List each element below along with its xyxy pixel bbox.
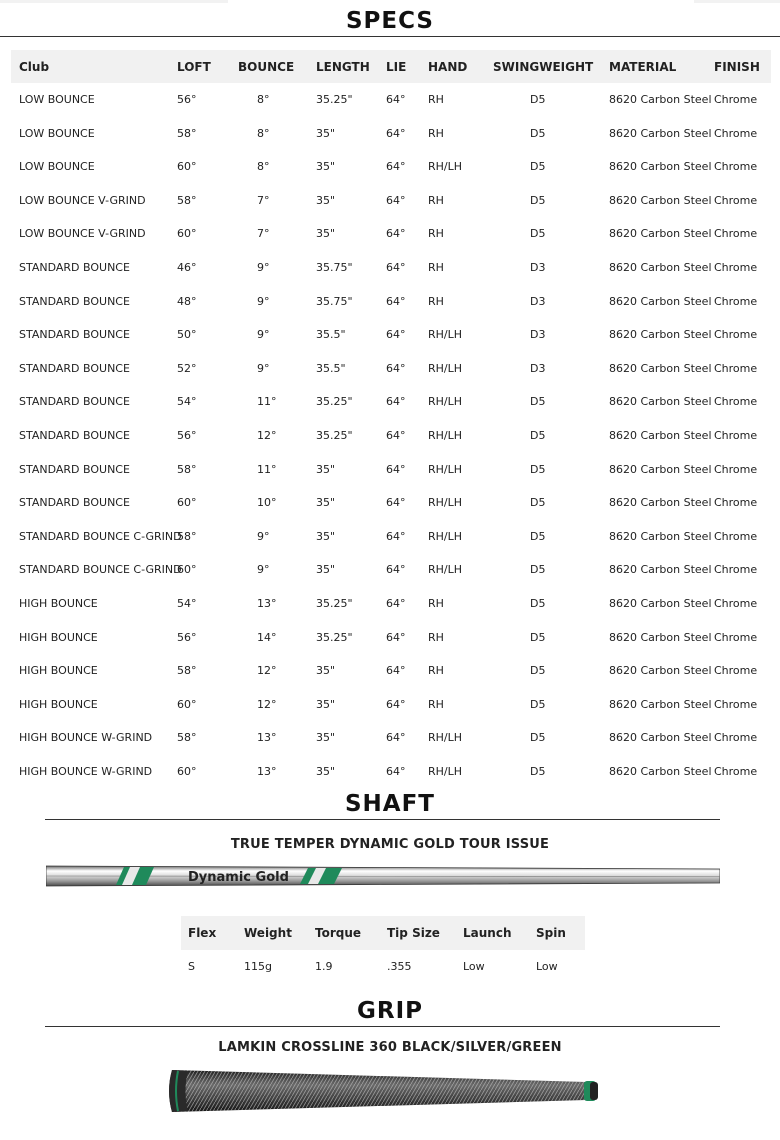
cell-length: 35"	[316, 529, 336, 543]
cell-loft: 58°	[177, 462, 197, 476]
cell-bounce: 8°	[257, 160, 270, 174]
cell-loft: 48°	[177, 294, 197, 308]
cell-length: 35"	[316, 731, 336, 745]
shaft-header-launch: Launch	[463, 926, 512, 940]
cell-hand: RH/LH	[428, 462, 463, 476]
cell-bounce: 9°	[257, 328, 270, 342]
cell-finish: Chrome	[714, 193, 758, 207]
cell-club: HIGH BOUNCE	[19, 697, 98, 711]
cell-material: 8620 Carbon Steel	[609, 227, 712, 241]
cell-club: LOW BOUNCE	[19, 160, 95, 174]
cell-length: 35.25"	[316, 597, 353, 610]
cell-bounce: 8°	[257, 93, 270, 106]
cell-length: 35"	[316, 126, 336, 140]
specs-header-hand: HAND	[428, 60, 468, 74]
cell-material: 8620 Carbon Steel	[609, 630, 712, 644]
cell-material: 8620 Carbon Steel	[609, 462, 712, 476]
cell-bounce: 13°	[257, 731, 277, 745]
cell-loft: 56°	[177, 93, 197, 106]
cell-lie: 64°	[386, 664, 406, 678]
cell-loft: 58°	[177, 193, 197, 207]
cell-bounce: 14°	[257, 630, 277, 644]
cell-loft: 56°	[177, 429, 197, 442]
cell-loft: 60°	[177, 496, 197, 510]
cell-hand: RH	[428, 697, 444, 711]
cell-club: STANDARD BOUNCE	[19, 496, 130, 510]
specs-header-length: LENGTH	[316, 60, 370, 74]
top-bar-left	[0, 0, 228, 3]
cell-hand: RH/LH	[428, 160, 463, 174]
cell-swingweight: D5	[530, 597, 546, 610]
cell-swingweight: D5	[530, 496, 546, 510]
cell-loft: 50°	[177, 328, 197, 342]
cell-finish: Chrome	[714, 664, 758, 678]
specs-header-lie: LIE	[386, 60, 407, 74]
shaft-value-spin: Low	[536, 960, 558, 973]
cell-bounce: 11°	[257, 462, 277, 476]
cell-length: 35"	[316, 765, 336, 778]
cell-club: STANDARD BOUNCE	[19, 328, 130, 342]
specs-title: SPECS	[345, 8, 434, 34]
cell-material: 8620 Carbon Steel	[609, 395, 712, 409]
cell-loft: 58°	[177, 664, 197, 678]
shaft-name: TRUE TEMPER DYNAMIC GOLD TOUR ISSUE	[230, 837, 550, 852]
cell-club: HIGH BOUNCE W-GRIND	[19, 731, 153, 745]
cell-lie: 64°	[386, 361, 406, 375]
cell-length: 35.25"	[316, 395, 353, 409]
cell-bounce: 8°	[257, 126, 270, 140]
cell-lie: 64°	[386, 160, 406, 174]
specs-header-bounce: BOUNCE	[238, 60, 295, 74]
cell-finish: Chrome	[714, 361, 758, 375]
cell-lie: 64°	[386, 328, 406, 342]
specs-header-finish: FINISH	[714, 60, 760, 74]
cell-swingweight: D5	[530, 563, 546, 577]
cell-length: 35"	[316, 664, 336, 678]
cell-swingweight: D5	[530, 765, 546, 778]
shaft-image	[46, 860, 720, 890]
cell-loft: 60°	[177, 227, 197, 241]
cell-loft: 56°	[177, 630, 197, 644]
cell-material: 8620 Carbon Steel	[609, 563, 712, 577]
cell-bounce: 11°	[257, 395, 277, 409]
cell-lie: 64°	[386, 697, 406, 711]
cell-hand: RH	[428, 261, 444, 274]
cell-material: 8620 Carbon Steel	[609, 193, 712, 207]
cell-hand: RH/LH	[428, 328, 463, 342]
cell-swingweight: D3	[530, 294, 546, 308]
cell-lie: 64°	[386, 529, 406, 543]
cell-hand: RH/LH	[428, 563, 463, 577]
shaft-brand-mark: Dynamic Gold	[188, 870, 289, 885]
cell-loft: 54°	[177, 395, 197, 409]
cell-club: HIGH BOUNCE	[19, 630, 98, 644]
top-bar-right	[694, 0, 780, 3]
cell-finish: Chrome	[714, 731, 758, 745]
cell-length: 35.25"	[316, 630, 353, 644]
cell-club: LOW BOUNCE	[19, 93, 95, 106]
cell-lie: 64°	[386, 597, 406, 610]
cell-loft: 60°	[177, 160, 197, 174]
cell-finish: Chrome	[714, 93, 758, 106]
shaft-header-spin: Spin	[536, 926, 566, 940]
cell-bounce: 12°	[257, 429, 277, 442]
shaft-header-torque: Torque	[315, 926, 362, 940]
cell-hand: RH/LH	[428, 361, 463, 375]
cell-bounce: 9°	[257, 261, 270, 274]
cell-hand: RH	[428, 630, 444, 644]
cell-lie: 64°	[386, 126, 406, 140]
cell-length: 35.25"	[316, 429, 353, 442]
cell-hand: RH	[428, 93, 444, 106]
cell-swingweight: D5	[530, 93, 546, 106]
cell-material: 8620 Carbon Steel	[609, 160, 712, 174]
cell-loft: 46°	[177, 261, 197, 274]
cell-swingweight: D3	[530, 328, 546, 342]
shaft-rule	[45, 819, 720, 820]
cell-hand: RH	[428, 294, 444, 308]
cell-hand: RH/LH	[428, 731, 463, 745]
shaft-header-flex: Flex	[188, 926, 217, 940]
cell-material: 8620 Carbon Steel	[609, 126, 712, 140]
cell-swingweight: D5	[530, 395, 546, 409]
cell-bounce: 13°	[257, 765, 277, 778]
shaft-header-tip-size: Tip Size	[387, 926, 440, 940]
cell-material: 8620 Carbon Steel	[609, 731, 712, 745]
specs-header-swingweight: SWINGWEIGHT	[493, 60, 594, 74]
specs-header-loft: LOFT	[177, 60, 211, 74]
grip-name: LAMKIN CROSSLINE 360 BLACK/SILVER/GREEN	[218, 1040, 562, 1055]
cell-length: 35.25"	[316, 93, 353, 106]
cell-swingweight: D5	[530, 630, 546, 644]
cell-lie: 64°	[386, 731, 406, 745]
cell-finish: Chrome	[714, 630, 758, 644]
cell-hand: RH	[428, 597, 444, 610]
cell-length: 35"	[316, 462, 336, 476]
cell-hand: RH	[428, 193, 444, 207]
cell-material: 8620 Carbon Steel	[609, 294, 712, 308]
cell-finish: Chrome	[714, 697, 758, 711]
cell-club: HIGH BOUNCE W-GRIND	[19, 765, 153, 778]
cell-hand: RH	[428, 664, 444, 678]
cell-hand: RH/LH	[428, 529, 463, 543]
cell-club: LOW BOUNCE V-GRIND	[19, 193, 146, 207]
cell-loft: 58°	[177, 126, 197, 140]
cell-material: 8620 Carbon Steel	[609, 361, 712, 375]
cell-lie: 64°	[386, 630, 406, 644]
cell-lie: 64°	[386, 93, 406, 106]
cell-material: 8620 Carbon Steel	[609, 429, 712, 442]
cell-material: 8620 Carbon Steel	[609, 261, 712, 274]
cell-club: STANDARD BOUNCE	[19, 361, 130, 375]
cell-club: STANDARD BOUNCE	[19, 395, 130, 409]
shaft-value-launch: Low	[463, 960, 485, 973]
cell-finish: Chrome	[714, 597, 758, 610]
cell-bounce: 7°	[257, 227, 270, 241]
shaft-value-tip-size: .355	[387, 960, 412, 973]
cell-bounce: 9°	[257, 529, 270, 543]
cell-length: 35.5"	[316, 328, 346, 342]
cell-hand: RH/LH	[428, 395, 463, 409]
cell-finish: Chrome	[714, 529, 758, 543]
cell-finish: Chrome	[714, 429, 758, 442]
cell-finish: Chrome	[714, 126, 758, 140]
cell-lie: 64°	[386, 563, 406, 577]
cell-swingweight: D5	[530, 227, 546, 241]
shaft-specs-table	[181, 916, 585, 984]
cell-lie: 64°	[386, 496, 406, 510]
specs-header-material: MATERIAL	[609, 60, 677, 74]
cell-length: 35"	[316, 563, 336, 577]
cell-length: 35"	[316, 496, 336, 510]
cell-swingweight: D5	[530, 160, 546, 174]
cell-loft: 54°	[177, 597, 197, 610]
cell-finish: Chrome	[714, 160, 758, 174]
shaft-value-torque: 1.9	[315, 960, 333, 973]
cell-club: LOW BOUNCE V-GRIND	[19, 227, 146, 241]
cell-material: 8620 Carbon Steel	[609, 697, 712, 711]
grip-title: GRIP	[356, 998, 423, 1024]
cell-material: 8620 Carbon Steel	[609, 529, 712, 543]
specs-header-club: Club	[19, 60, 50, 74]
shaft-header-weight: Weight	[244, 926, 292, 940]
cell-swingweight: D5	[530, 664, 546, 678]
cell-bounce: 12°	[257, 664, 277, 678]
cell-club: HIGH BOUNCE	[19, 664, 98, 678]
cell-material: 8620 Carbon Steel	[609, 496, 712, 510]
cell-club: STANDARD BOUNCE	[19, 261, 130, 274]
cell-loft: 60°	[177, 563, 197, 577]
cell-loft: 58°	[177, 731, 197, 745]
shaft-value-flex: S	[188, 960, 195, 973]
cell-lie: 64°	[386, 227, 406, 241]
cell-club: STANDARD BOUNCE	[19, 462, 130, 476]
cell-hand: RH	[428, 227, 444, 241]
cell-swingweight: D5	[530, 193, 546, 207]
cell-loft: 60°	[177, 697, 197, 711]
cell-material: 8620 Carbon Steel	[609, 328, 712, 342]
cell-swingweight: D5	[530, 126, 546, 140]
cell-length: 35"	[316, 160, 336, 174]
cell-material: 8620 Carbon Steel	[609, 765, 712, 778]
cell-length: 35"	[316, 697, 336, 711]
cell-swingweight: D5	[530, 697, 546, 711]
cell-swingweight: D5	[530, 529, 546, 543]
cell-club: LOW BOUNCE	[19, 126, 95, 140]
cell-hand: RH/LH	[428, 496, 463, 510]
cell-finish: Chrome	[714, 462, 758, 476]
cell-finish: Chrome	[714, 563, 758, 577]
cell-lie: 64°	[386, 261, 406, 274]
cell-loft: 58°	[177, 529, 197, 543]
cell-lie: 64°	[386, 462, 406, 476]
cell-length: 35.5"	[316, 361, 346, 375]
cell-bounce: 7°	[257, 193, 270, 207]
cell-finish: Chrome	[714, 395, 758, 409]
specs-rule	[0, 36, 780, 37]
cell-bounce: 9°	[257, 361, 270, 375]
cell-hand: RH/LH	[428, 765, 463, 778]
cell-length: 35.75"	[316, 261, 353, 274]
cell-finish: Chrome	[714, 496, 758, 510]
cell-swingweight: D3	[530, 261, 546, 274]
cell-swingweight: D3	[530, 361, 546, 375]
grip-rule	[45, 1026, 720, 1027]
cell-bounce: 10°	[257, 496, 277, 510]
cell-club: STANDARD BOUNCE C-GRIND	[19, 563, 182, 577]
cell-swingweight: D5	[530, 429, 546, 442]
shaft-value-weight: 115g	[244, 960, 272, 973]
cell-lie: 64°	[386, 294, 406, 308]
cell-finish: Chrome	[714, 765, 758, 778]
cell-club: STANDARD BOUNCE	[19, 429, 130, 442]
cell-hand: RH	[428, 126, 444, 140]
cell-club: HIGH BOUNCE	[19, 597, 98, 610]
cell-length: 35.75"	[316, 294, 353, 308]
cell-lie: 64°	[386, 429, 406, 442]
cell-finish: Chrome	[714, 261, 758, 274]
cell-lie: 64°	[386, 765, 406, 778]
cell-bounce: 9°	[257, 563, 270, 577]
cell-material: 8620 Carbon Steel	[609, 664, 712, 678]
cell-loft: 52°	[177, 361, 197, 375]
cell-club: STANDARD BOUNCE	[19, 294, 130, 308]
cell-lie: 64°	[386, 395, 406, 409]
cell-finish: Chrome	[714, 227, 758, 241]
cell-bounce: 12°	[257, 697, 277, 711]
cell-lie: 64°	[386, 193, 406, 207]
cell-swingweight: D5	[530, 731, 546, 745]
cell-loft: 60°	[177, 765, 197, 778]
shaft-title: SHAFT	[344, 791, 435, 817]
cell-bounce: 13°	[257, 597, 277, 610]
cell-hand: RH/LH	[428, 429, 463, 442]
cell-club: STANDARD BOUNCE C-GRIND	[19, 529, 182, 543]
cell-length: 35"	[316, 193, 336, 207]
cell-bounce: 9°	[257, 294, 270, 308]
cell-swingweight: D5	[530, 462, 546, 476]
shaft-specs-header	[181, 916, 585, 950]
cell-length: 35"	[316, 227, 336, 241]
cell-material: 8620 Carbon Steel	[609, 93, 712, 106]
grip-image	[166, 1066, 602, 1116]
cell-material: 8620 Carbon Steel	[609, 597, 712, 610]
cell-finish: Chrome	[714, 328, 758, 342]
cell-finish: Chrome	[714, 294, 758, 308]
